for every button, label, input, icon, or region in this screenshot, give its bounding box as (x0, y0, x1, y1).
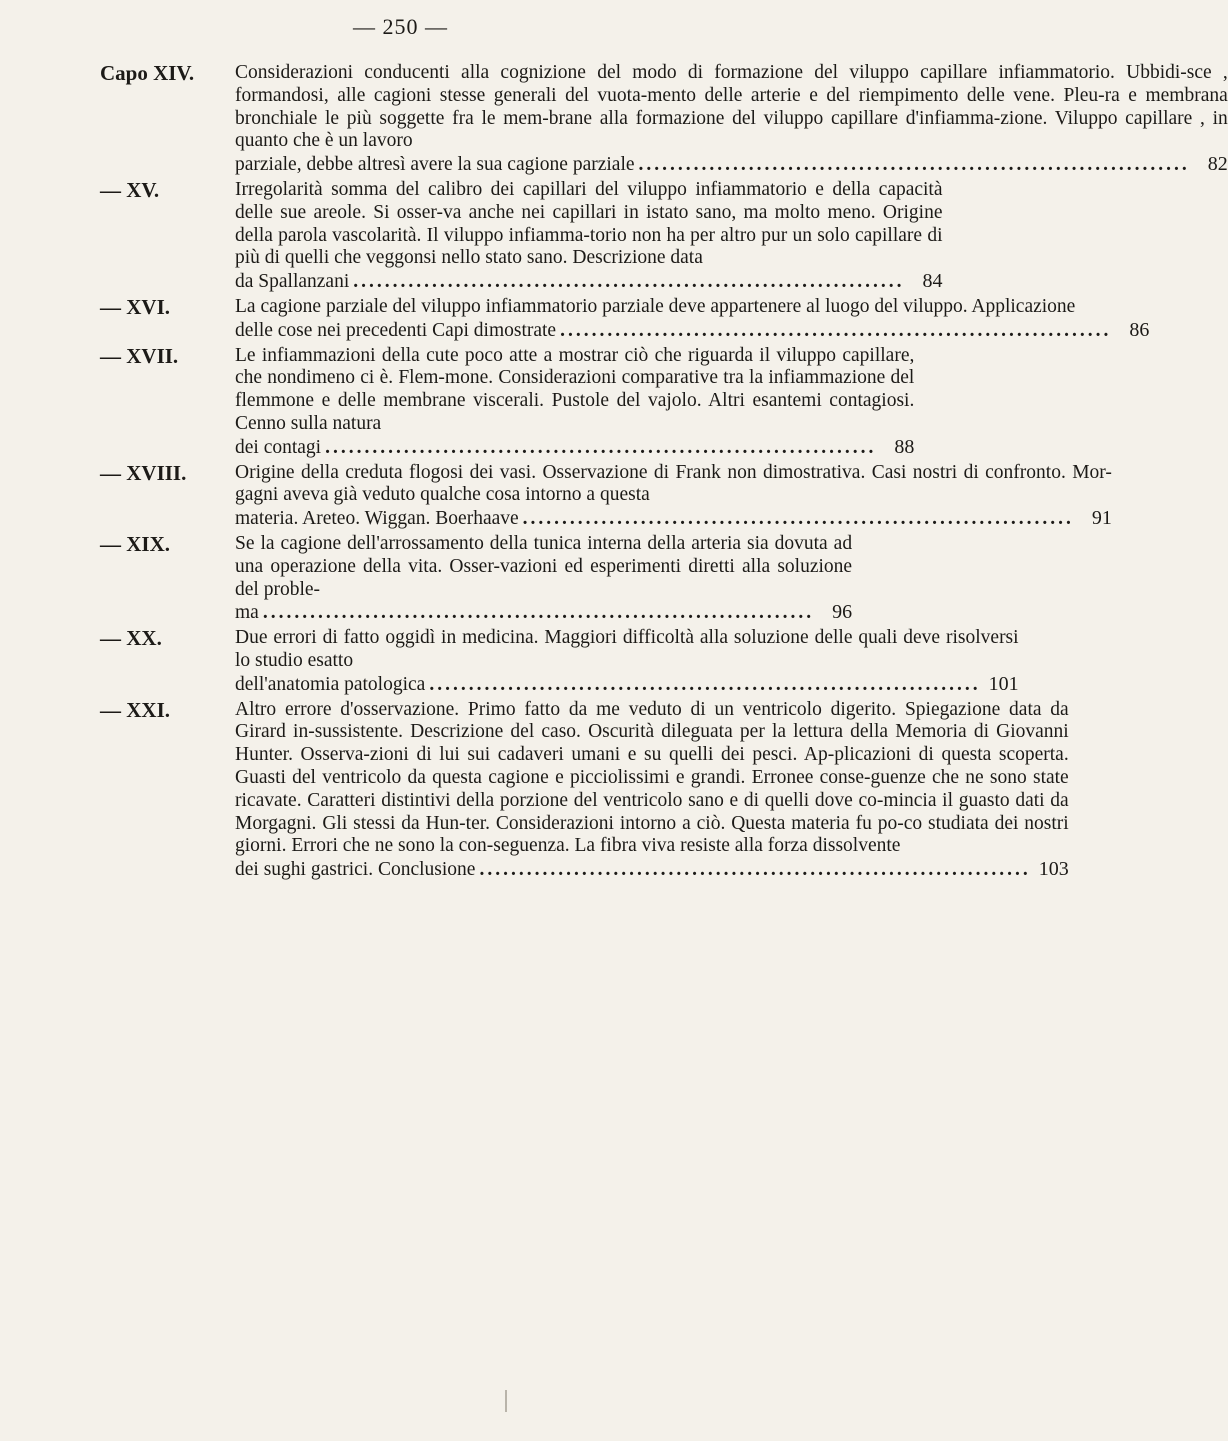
leader-dots: ...................................................................... (353, 271, 905, 293)
summary-tail: dell'anatomia patologica (235, 673, 426, 695)
page-ref: 88 (894, 435, 915, 458)
summary-tail: materia. Areteo. Wiggan. Boerhaave (235, 508, 519, 530)
leader-dots: ...................................................................... (560, 319, 1112, 341)
chapter-label: — XVIII. (100, 460, 187, 485)
toc-entry (100, 61, 1228, 177)
summary-text: Le infiammazioni della cute poco atte a mostrar ciò che riguarda il viluppo capillare, che nondimeno ci è. Flem-mone. Considerazioni comparative tra la infiammazione del flemmone e delle membrane viscerali. Pustole del vajolo. Altri esantemi contagiosi. Cenno sulla natura (235, 344, 915, 434)
chapter-summary (235, 533, 852, 625)
leader-dots: ...................................................................... (262, 602, 815, 624)
page-ref: 103 (1038, 858, 1069, 881)
toc-entry (100, 697, 1069, 882)
leader-dots: ...................................................................... (479, 859, 1031, 881)
page-ref: 96 (832, 601, 853, 624)
chapter-label: Capo XIV. (100, 61, 195, 85)
chapter-summary (235, 699, 1069, 882)
toc-entry (100, 626, 1019, 696)
chapter-summary (235, 462, 1112, 531)
page-number: — 250 — (353, 14, 448, 39)
leader-dots: ...................................................................... (638, 154, 1190, 176)
chapter-summary (235, 627, 1019, 696)
chapter-label: — XXI. (100, 697, 171, 722)
chapter-label: — XVII. (100, 343, 179, 368)
page-ref: 91 (1091, 507, 1112, 530)
page-ref: 101 (988, 672, 1019, 695)
toc-entry (100, 531, 853, 625)
chapter-label: — XVI. (100, 294, 171, 319)
toc-entry (100, 460, 1112, 531)
page-ref: 82 (1207, 153, 1228, 176)
chapter-summary (235, 296, 1149, 343)
toc-entry (100, 343, 915, 460)
summary-last-line (235, 319, 1149, 343)
summary-last-line (235, 153, 1228, 177)
chapter-label: — XX. (100, 626, 162, 651)
summary-text: Irregolarità somma del calibro dei capillari del viluppo infiammatorio e della capacità delle sue areole. Si osser-va anche nei capillari in istato sano, ma molto meno. Origine della parola vascolarità. Il viluppo infiamma-torio non ha per altro pur un solo capillare di più di quelli che veggonsi nello stato sano. Descrizione data (235, 178, 943, 269)
summary-tail: dei sughi gastrici. Conclusione (235, 859, 476, 881)
summary-tail: dei contagi (235, 436, 322, 458)
summary-text: La cagione parziale del viluppo infiammatorio parziale deve appartenere al luogo del viluppo. Applicazione (235, 295, 1076, 317)
toc-entry (100, 177, 943, 294)
summary-text: Altro errore d'osservazione. Primo fatto da me veduto di un ventricolo digerito. Spiegazione data da Girard in-sussistente. Descrizione del caso. Oscurità dileguata per la lettura della Memoria di Giovanni Hunter. Osserva-zioni di lui sui cadaveri umani e su quelli dei pesci. Ap-plicazioni di questa scoperta. Guasti del ventricolo da questa cagione e picciolissimi e grandi. Erronee conse-guenze che ne sono state ricavate. Caratteri distintivi della porzione del ventricolo sano e di quelli dove co-mincia il guasto dati da Morgagni. Gli stessi da Hun-ter. Considerazioni intorno a ciò. Questa materia fu po-co studiata dei nostri giorni. Errori che ne sono la con-seguenza. La fibra viva resiste alla forza dissolvente (235, 698, 1069, 857)
page-margin-mark (505, 1390, 507, 1412)
page-ref: 84 (922, 270, 943, 293)
summary-tail: ma (235, 602, 259, 624)
table-of-contents (100, 61, 1228, 882)
summary-last-line (235, 436, 914, 460)
chapter-summary (235, 179, 943, 294)
page-ref: 86 (1129, 318, 1150, 341)
chapter-summary (235, 62, 1228, 177)
summary-text: Considerazioni conducenti alla cognizione del modo di formazione del viluppo capillare infiammatorio. Ubbidi-sce , formandosi, alle cagioni stesse generali del vuota-mento delle arterie e del riempimento delle vene. Pleu-ra e membrana bronchiale le più soggette fra le mem-brane alla formazione del viluppo capillare d'infiamma-zione. Viluppo capillare , in quanto che è un lavoro (235, 62, 1228, 152)
summary-last-line (235, 601, 852, 625)
summary-text: Due errori di fatto oggidì in medicina. Maggiori difficoltà alla soluzione delle quali deve risolversi lo studio esatto (235, 627, 1019, 671)
summary-last-line (235, 270, 943, 294)
summary-tail: delle cose nei precedenti Capi dimostrate (235, 319, 557, 341)
leader-dots: ...................................................................... (325, 436, 877, 458)
summary-tail: da Spallanzani (235, 271, 350, 293)
summary-text: Se la cagione dell'arrossamento della tunica interna della arteria sia dovuta ad una operazione della vita. Osser-vazioni ed esperimenti diretti alla soluzione del proble- (235, 532, 853, 600)
summary-last-line (235, 858, 1069, 882)
summary-last-line (235, 507, 1112, 531)
summary-last-line (235, 673, 1019, 697)
summary-tail: parziale, debbe altresì avere la sua cagione parziale (235, 154, 635, 176)
chapter-summary (235, 345, 914, 460)
chapter-label: — XIX. (100, 531, 171, 556)
toc-entry (100, 294, 1150, 343)
summary-text: Origine della creduta flogosi dei vasi. Osservazione di Frank non dimostrativa. Casi nostri di confronto. Mor-gagni aveva già veduto qualche cosa intorno a questa (235, 461, 1112, 506)
leader-dots: ...................................................................... (429, 673, 981, 695)
leader-dots: ...................................................................... (522, 508, 1074, 530)
chapter-label: — XV. (100, 177, 160, 202)
